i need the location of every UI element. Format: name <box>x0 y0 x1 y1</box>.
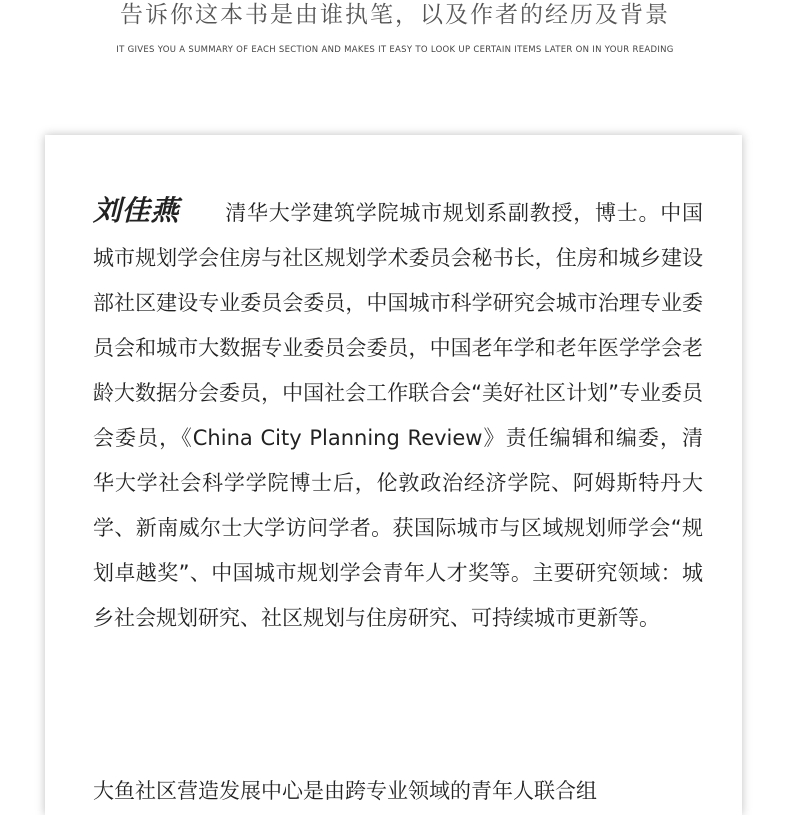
page-title: 告诉你这本书是由谁执笔，以及作者的经历及背景 <box>120 2 670 28</box>
author-name: 刘佳燕 <box>93 194 180 227</box>
author-bio-paragraph <box>93 188 703 641</box>
page-subtitle: IT GIVES YOU A SUMMARY OF EACH SECTION AND MAKES IT EASY TO LOOK UP CERTAIN ITEMS LATER ON IN YOUR READING <box>116 45 674 55</box>
next-paragraph: 大鱼社区营造发展中心是由跨专业领域的青年人联合组 <box>93 779 597 803</box>
author-bio-text: 清华大学建筑学院城市规划系副教授，博士。中国城市规划学会住房与社区规划学术委员会秘书长，住房和城乡建设部社区建设专业委员会委员，中国城市科学研究会城市治理专业委员会和城市大数据专业委员会委员，中国老年学和老年医学学会老龄大数据分会委员，中国社会工作联合会“美好社区计划”专业委员会委员，《China City Planning Review》责任编辑和编委，清华大学社会科学学院博士后，伦敦政治经济学院、阿姆斯特丹大学、新南威尔士大学访问学者。获国际城市与区域规划师学会“规划卓越奖”、中国城市规划学会青年人才奖等。主要研究领域：城乡社会规划研究、社区规划与住房研究、可持续城市更新等。 <box>93 201 703 630</box>
